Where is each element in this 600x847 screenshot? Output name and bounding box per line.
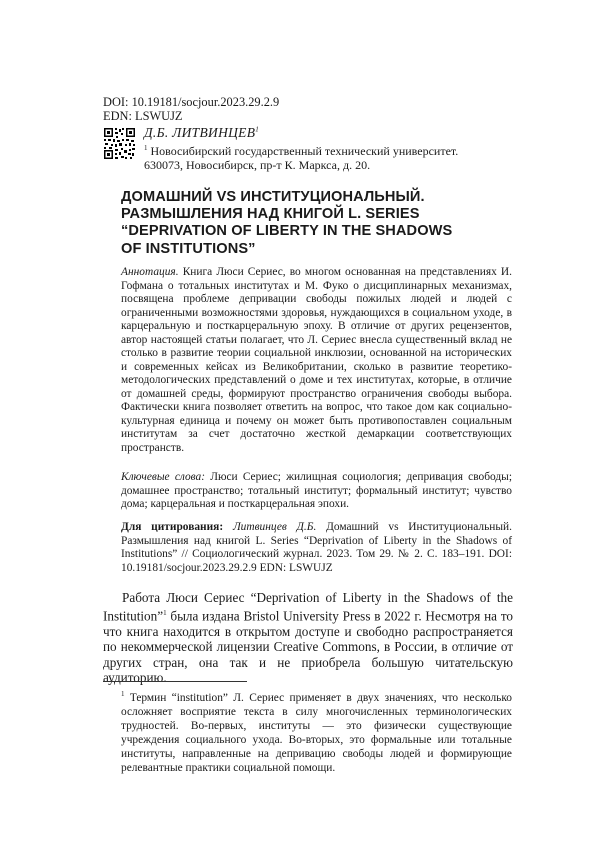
abstract (121, 266, 512, 455)
citation-author: Литвинцев Д.Б. (233, 521, 316, 533)
article-identifiers (103, 96, 279, 123)
citation (121, 521, 512, 575)
citation-text: Домашний vs Институциональный. Размышления над книгой L. Series “Deprivation of Liberty in the Shadows of Institutions” // Социологический журнал. 2023. Том 29. № 2. С. 183–191. DOI: 10.19181/socjour.2023.29.2.9 EDN: LSWUJZ (121, 521, 512, 574)
doi[interactable]: DOI: 10.19181/socjour.2023.29.2.9 (103, 96, 279, 110)
body-paragraph: Работа Люси Сериес “Deprivation of Liberty in the Shadows of the Institution”1 была издана Bristol University Press в 2022 г. Несмотря на то что книга находится в открытом доступе и свободно распространяется по некоммерческой лицензии Creative Commons, в России, в отличие от других стран, она так и не приобрела большую читательскую аудиторию. (103, 590, 513, 686)
citation-label: Для цитирования: (121, 521, 223, 533)
author-name: Д.Б. ЛИТВИНЦЕВ1 (144, 125, 259, 141)
edn: EDN: LSWUJZ (103, 110, 279, 124)
keywords (121, 471, 512, 512)
abstract-text: Книга Люси Сериес, во многом основанная на представлениях И. Гофмана о тотальных институтах и М. Фуко о дисциплинарных механизмах, посвящена проблеме депривации свободы пожилых людей и людей с ограниченными возможностями здоровья, нуждающихся в социальном уходе, в карцеральную и посткарцеральную эпоху. В отличие от других рецензентов, автор настоящей статьи полагает, что Л. Сериес внесла существенный вклад не столько в развитие теории социальной инклюзии, основанной на исторических и современных кейсах из Великобритании, сколько в развитие теоретико-методологических представлений о доме и тех институтах, которые, в отличие от домашней среды, формируют пространство ограничения свободы выбора. Фактически книга позволяет ответить на вопрос, что такое дом как социально-культурная единица и почему он может быть противопоставлен социальным институтам за счет достаточно жесткой демаркации соответствующих пространств. (121, 266, 512, 454)
qr-code-icon (103, 127, 136, 160)
keywords-label: Ключевые слова: (121, 471, 205, 483)
article-title: ДОМАШНИЙ VS ИНСТИТУЦИОНАЛЬНЫЙ. РАЗМЫШЛЕНИЯ НАД КНИГОЙ L. SERIES “DEPRIVATION OF LIBERTY IN THE SHADOWS OF INSTITUTIONS” (121, 189, 521, 258)
footnote-divider (103, 681, 247, 682)
keywords-text: Люси Сериес; жилищная социология; депривация свободы; домашнее пространство; тотальный институт; формальный институт; чувство дома; карцеральная и посткарцеральная эпохи. (121, 471, 512, 510)
footnote: 1 Термин “institution” Л. Сериес применяет в двух значениях, что несколько осложняет восприятие текста в силу многочисленных терминологических трудностей. Во-первых, институты — это физически существующие учреждения социального ухода. Во-вторых, это формальные или тотальные институты, направленные на депривацию свободы людей и формирующие релевантные практики социальной помощи. (121, 687, 512, 775)
abstract-label: Аннотация. (121, 266, 179, 278)
footnote-ref[interactable]: 1 (163, 609, 167, 617)
author-affiliation: 1 Новосибирский государственный технический университет. 630073, Новосибирск, пр-т К. Маркса, д. 20. (144, 142, 458, 172)
